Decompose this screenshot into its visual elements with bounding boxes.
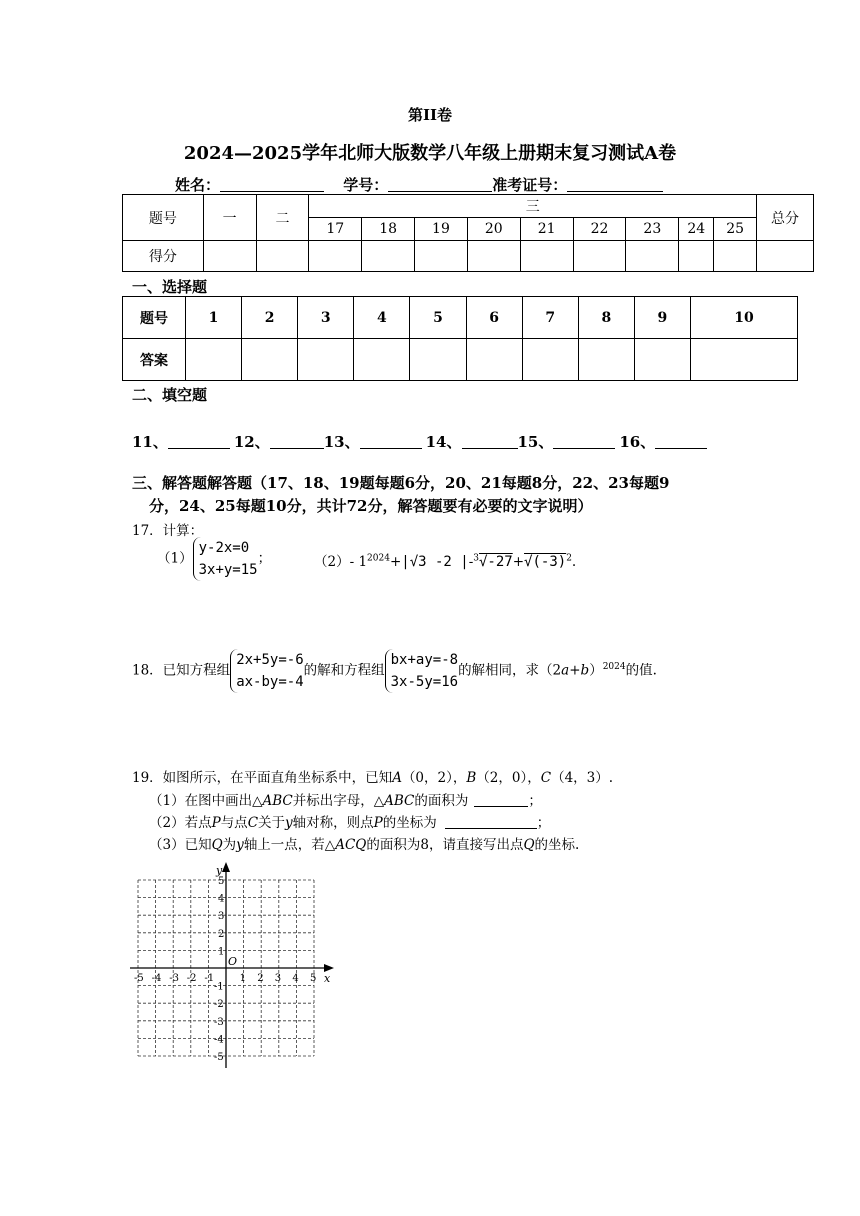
x-tick-label: 5 [310,973,317,984]
section3-heading: 三、解答题解答题（17、18、19题每题6分，20、21每题8分，22、23每题9 [132,474,670,492]
eq: 3x+y=15 [198,562,258,578]
exponent: 2024 [367,553,390,564]
name-blank[interactable] [220,176,324,192]
blank-label: 15、 [517,433,554,451]
x-axis-label: x [324,972,331,985]
score-subcol-17: 17 [309,218,362,241]
var: b [580,662,590,679]
answer-num-1: 1 [186,297,242,339]
score-cell[interactable] [415,241,468,272]
punct: . [571,554,577,570]
term: - 1 [349,554,368,570]
blank-label: 12、 [233,433,270,451]
var: C [247,815,259,831]
x-tick-label: 4 [292,973,299,984]
score-cell[interactable] [679,241,714,272]
score-subcol-22: 22 [573,218,626,241]
y-axis-label: y [216,864,223,877]
eq: 2x+5y=-6 [236,652,304,668]
op: + [569,662,581,679]
score-subcol-21: 21 [520,218,573,241]
score-subcol-23: 23 [626,218,679,241]
eq: 3x-5y=16 [390,674,459,690]
paren: ） [589,662,603,679]
q19-sub2 [149,811,550,831]
q17-stem: 17．计算： [132,523,204,539]
text: 与点 [220,815,248,831]
score-cell[interactable] [203,241,256,272]
var: y [236,837,244,853]
score-subcol-20: 20 [467,218,520,241]
text: （2，0）， [476,770,541,786]
blank-line[interactable] [655,435,707,449]
score-total-cell[interactable] [757,241,814,272]
score-col-3-group: 三 [309,195,757,218]
var: P [211,815,221,831]
point-label: A [392,770,402,786]
student-info-line [175,174,663,195]
answer-cell-9[interactable] [634,339,690,381]
text: （2）若点 [149,815,212,831]
point-label: C [540,770,552,786]
answer-num-2: 2 [242,297,298,339]
punct: ； [257,550,272,567]
abs-term: |√3 -2 | [401,554,469,570]
y-tick-label: -5 [214,1052,224,1063]
blank-label: 13、 [323,433,360,451]
score-cell[interactable] [626,241,679,272]
q19-sub1 [149,789,542,809]
cbrt-term: √-27 [479,554,513,570]
text: 并标出字母，△ [292,793,385,809]
x-tick-label: 1 [239,973,246,984]
sqrt-term: √(-3) [524,554,567,570]
x-axis-arrow [324,964,334,972]
q17-part2 [314,550,576,570]
x-tick-label: -4 [151,973,162,984]
op: - [468,554,474,570]
origin-label: O [228,955,238,968]
score-cell[interactable] [256,241,309,272]
answer-num-9: 9 [634,297,690,339]
var: Q [523,837,535,853]
score-cell[interactable] [520,241,573,272]
score-row-label: 题号 [123,195,204,241]
volume-label: 第II卷 [407,106,453,124]
text: 19．如图所示，在平面直角坐标系中，已知 [132,770,393,786]
text: （0，2）， [401,770,467,786]
text: 关于 [258,815,286,831]
score-subcol-24: 24 [679,218,714,241]
exponent: 2 [566,553,572,564]
var: Q [211,837,223,853]
answer-row-label: 答案 [123,339,186,381]
score-cell[interactable] [362,241,415,272]
score-cell[interactable] [714,241,757,272]
text: 的面积为8，请直接写出点 [366,837,524,853]
text: 为 [222,837,237,853]
var: ABC [262,793,293,809]
q18 [132,649,657,693]
blank-label: 14、 [425,433,462,451]
name-label: 姓名： [175,176,221,194]
y-tick-label: -4 [214,1034,224,1046]
op: + [389,554,402,570]
text: （4，3）. [551,770,614,786]
q18-text: 18．已知方程组 [132,662,231,679]
answer-cell-3[interactable] [298,339,354,381]
score-total-header: 总分 [757,195,814,241]
x-tick-label: -3 [169,973,179,984]
var: a [561,662,570,679]
answer-num-6: 6 [466,297,522,339]
q18-system-1 [230,649,303,693]
answer-num-10: 10 [690,297,797,339]
answer-cell-5[interactable] [410,339,466,381]
exam-label: 准考证号： [492,176,568,194]
y-tick-label: 4 [218,893,225,905]
page-title: 2024—2025学年北师大版数学八年级上册期末复习测试A卷 [183,143,677,164]
blank-line[interactable] [360,435,422,449]
coordinate-grid[interactable] [125,850,355,1080]
q17-p2-label: （2） [314,554,350,570]
y-axis-arrow [222,862,230,872]
answer-row-label: 题号 [123,297,186,339]
score-col-2: 二 [256,195,309,241]
score-cell[interactable] [573,241,626,272]
x-tick-label: -2 [186,973,197,984]
q19-s1-blank[interactable] [474,793,528,807]
y-tick-label: -2 [214,999,224,1011]
text: 的坐标为 [382,815,437,831]
answer-cell-1[interactable] [186,339,242,381]
blank-line[interactable] [270,435,324,449]
blank-label: 16、 [619,433,656,451]
section3-heading-cont: 分，24、25每题10分，共计72分，解答题要有必要的文字说明） [149,497,593,515]
score-row-label: 得分 [123,241,204,272]
var: ACQ [335,837,367,853]
blank-line[interactable] [168,435,230,449]
answer-cell-4[interactable] [354,339,410,381]
answer-num-7: 7 [522,297,578,339]
score-cell[interactable] [309,241,362,272]
blank-line[interactable] [462,435,518,449]
answer-cell-8[interactable] [578,339,634,381]
x-tick-label: -5 [134,973,144,984]
x-tick-label: -1 [204,973,215,984]
score-table [122,194,814,272]
score-col-1: 一 [203,195,256,241]
answer-table [122,296,798,381]
q18-text: 的解相同，求（2 [458,662,562,679]
y-tick-label: 5 [218,876,225,887]
text: 轴上一点，若△ [243,837,336,853]
root-index: 3 [473,553,479,564]
eq: bx+ay=-8 [390,652,459,668]
point-label: B [466,770,477,786]
section1-heading: 一、选择题 [132,278,208,296]
q18-system-2 [385,649,458,693]
answer-cell-2[interactable] [242,339,298,381]
punct: ； [536,815,551,831]
x-tick-label: 2 [257,973,264,984]
answer-cell-7[interactable] [522,339,578,381]
eq: y-2x=0 [198,540,250,556]
text: 的坐标. [534,837,580,853]
var: P [373,815,383,831]
answer-num-5: 5 [410,297,466,339]
q18-text: 的解和方程组 [303,662,385,679]
section2-heading: 二、填空题 [132,386,208,404]
q17-part1 [157,537,271,581]
answer-num-8: 8 [578,297,634,339]
text: 的面积为 [414,793,469,809]
y-tick-label: 2 [218,928,225,940]
q17-p1-label: （1） [157,550,193,567]
text: 轴对称，则点 [292,815,374,831]
blank-label: 11、 [132,433,168,451]
y-tick-label: 1 [218,946,225,958]
op: + [512,554,525,570]
id-label: 学号： [343,176,389,194]
answer-cell-10[interactable] [690,339,797,381]
score-subcol-18: 18 [362,218,415,241]
answer-num-3: 3 [298,297,354,339]
y-tick-label: 3 [218,911,225,923]
text: （3）已知 [149,837,212,853]
score-cell[interactable] [467,241,520,272]
text: （1）在图中画出△ [149,793,263,809]
var: y [285,815,293,831]
y-tick-label: -1 [214,981,224,993]
q17-p1-system [193,537,258,581]
x-tick-label: 3 [274,973,282,984]
q19-stem [132,766,613,786]
var: ABC [384,793,415,809]
score-subcol-25: 25 [714,218,757,241]
answer-num-4: 4 [354,297,410,339]
answer-cell-6[interactable] [466,339,522,381]
exam-blank[interactable] [567,176,663,192]
y-tick-label: -3 [214,1016,224,1028]
fill-blanks-line [132,431,707,452]
score-subcol-19: 19 [415,218,468,241]
q18-text: 的值. [625,662,657,679]
punct: ； [528,793,542,809]
eq: ax-by=-4 [236,674,304,690]
exponent: 2024 [602,662,626,672]
id-blank[interactable] [388,176,492,192]
blank-line[interactable] [553,435,615,449]
q19-s2-blank[interactable] [445,815,537,829]
